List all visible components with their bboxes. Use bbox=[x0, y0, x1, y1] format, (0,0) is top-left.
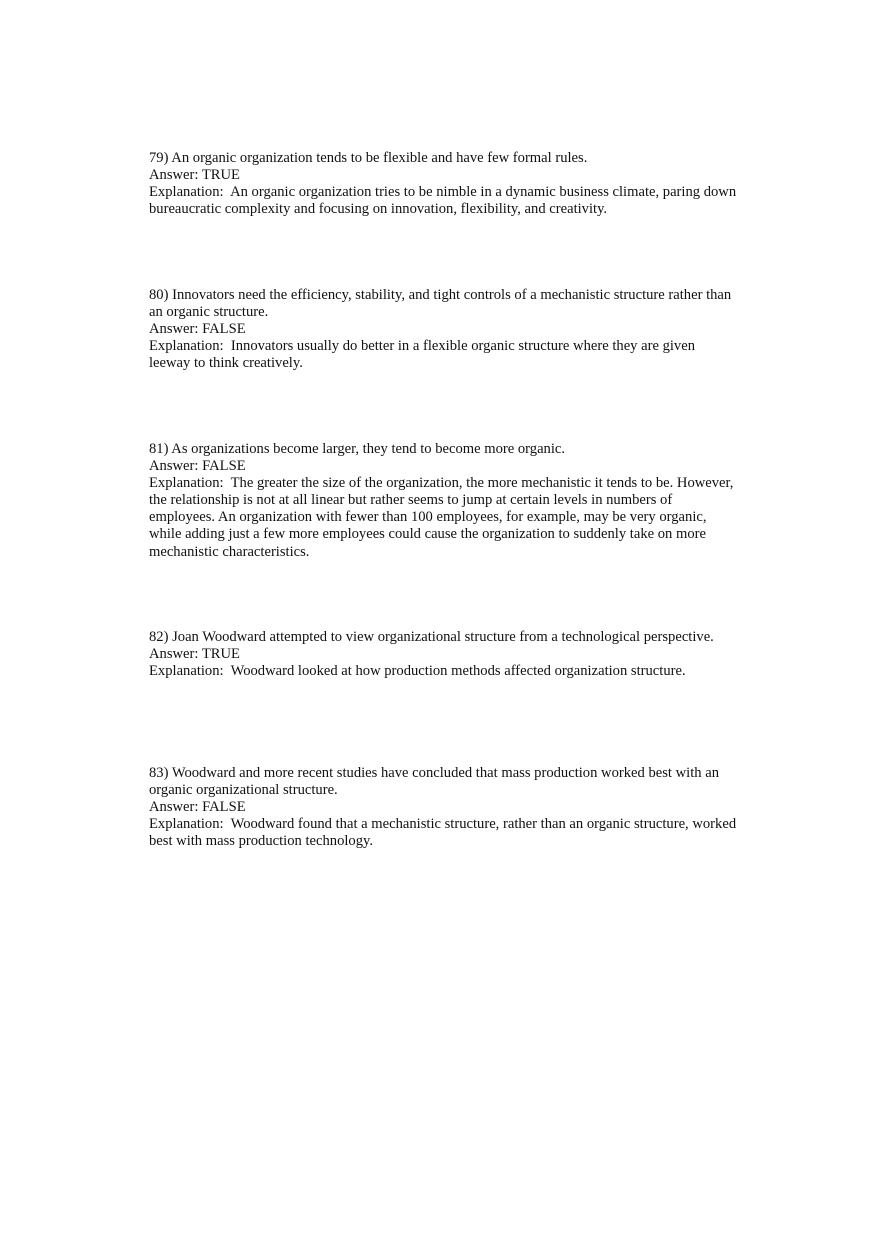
question-81-text: 81) As organizations become larger, they tend to become more organic. bbox=[149, 441, 566, 457]
question-81 bbox=[149, 441, 739, 561]
question-83-text: 83) Woodward and more recent studies have concluded that mass production worked best with an organic organizational structure. bbox=[149, 765, 723, 799]
question-79-explanation: Explanation: An organic organization tries to be nimble in a dynamic business climate, paring down bureaucratic complexity and focusing on innovation, flexibility, and creativity. bbox=[149, 184, 740, 218]
question-80-explanation: Explanation: Innovators usually do better in a flexible organic structure where they are given leeway to think creatively. bbox=[149, 338, 699, 372]
question-79 bbox=[149, 150, 739, 218]
question-82-answer: Answer: TRUE bbox=[149, 646, 240, 663]
question-83-explanation: Explanation: Woodward found that a mechanistic structure, rather than an organic structure, worked best with mass production technology. bbox=[149, 816, 740, 850]
question-82-text: 82) Joan Woodward attempted to view organizational structure from a technological perspective. bbox=[149, 629, 714, 645]
question-80-answer: Answer: FALSE bbox=[149, 321, 246, 338]
question-81-explanation: Explanation: The greater the size of the organization, the more mechanistic it tends to be. However, the relationship is not at all linear but rather seems to jump at certain levels in numbers of employees. An organization with fewer than 100 employees, for example, may be very organic, while adding just a few more employees could cause the organization to suddenly take on more mechanistic characteristics. bbox=[149, 475, 738, 560]
question-83 bbox=[149, 765, 739, 850]
question-83-answer: Answer: FALSE bbox=[149, 799, 246, 816]
question-79-text: 79) An organic organization tends to be flexible and have few formal rules. bbox=[149, 150, 588, 166]
question-82 bbox=[149, 629, 739, 680]
question-80 bbox=[149, 287, 739, 372]
question-82-explanation: Explanation: Woodward looked at how production methods affected organization structure. bbox=[149, 663, 686, 680]
question-79-answer: Answer: TRUE bbox=[149, 167, 240, 184]
question-80-text: 80) Innovators need the efficiency, stability, and tight controls of a mechanistic structure rather than an organic structure. bbox=[149, 287, 735, 321]
question-81-answer: Answer: FALSE bbox=[149, 458, 246, 475]
